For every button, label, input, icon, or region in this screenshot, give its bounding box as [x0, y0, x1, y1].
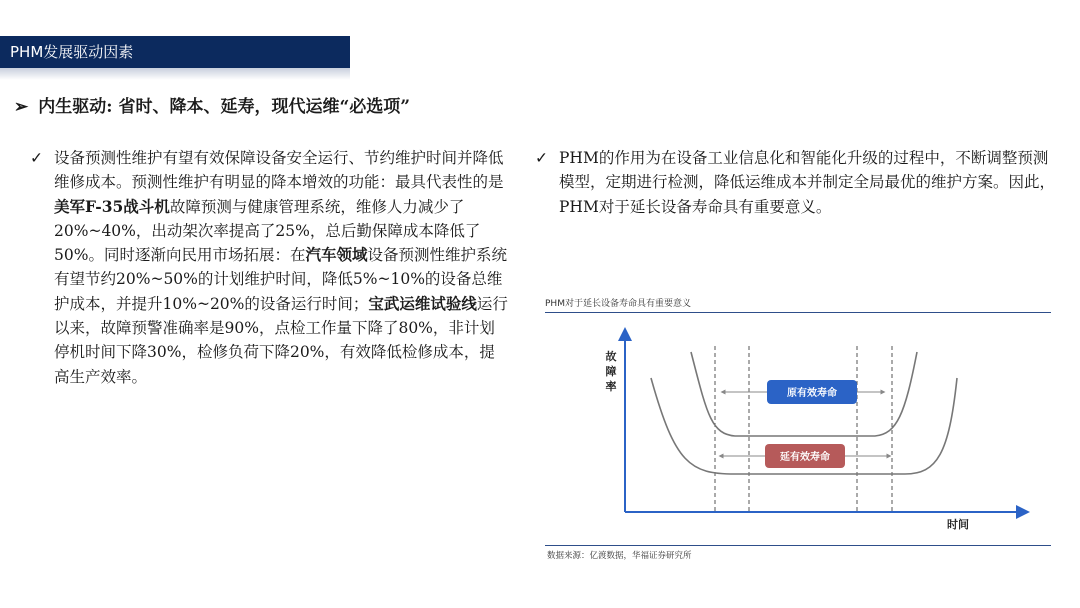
highlight-text: 汽车领域 [305, 245, 368, 265]
figure-top-rule [545, 312, 1051, 313]
left-column [30, 146, 510, 389]
left-paragraph [54, 146, 510, 389]
right-column [535, 146, 1060, 219]
header-shadow [0, 68, 350, 80]
y-axis-label: 故障率 [605, 350, 617, 393]
highlight-text: 宝武运维试验线 [368, 293, 477, 313]
right-paragraph: PHM的作用为在设备工业信息化和智能化升级的过程中，不断调整预测模型，定期进行检测，降低运维成本并制定全局最优的维护方案。因此，PHM对于延长设备寿命具有重要意义。 [559, 149, 1056, 216]
checkmark-icon: ✓ [30, 149, 43, 167]
highlight-text: 美军F-35战斗机 [54, 196, 170, 216]
checkmark-icon: ✓ [535, 149, 548, 167]
main-bullet [14, 92, 410, 117]
extended-lifetime-label: 延有效寿命 [780, 452, 830, 463]
arrow-bullet-icon: ➢ [14, 97, 29, 117]
figure-title: PHM对于延长设备寿命具有重要意义 [545, 299, 691, 309]
paragraph-text: 设备预测性维护系统有望节约20%~50%的计划维护时间，降低5%~10%的设备总维护成本，并提升10%~20%的设备运行时间； [54, 246, 507, 313]
original-lifetime-label: 原有效寿命 [787, 388, 837, 399]
paragraph-text: 设备预测性维护有望有效保障设备安全运行、节约维护时间并降低维修成本。预测性维护有明显的降本增效的功能：最具代表性的是 [54, 149, 504, 192]
bathtub-diagram [545, 314, 1051, 542]
lifecycle-figure [545, 296, 1051, 566]
paragraph-text: 故障预测与健康管理系统，维修人力减少了20%~40%，出动架次率提高了25%，总后勤保障成本降低了50%。同时逐渐向民用市场拓展：在 [54, 197, 481, 265]
section-header [0, 36, 350, 68]
x-axis-label: 时间 [947, 518, 969, 531]
paragraph-text: 运行以来，故障预警准确率是90%，点检工作量下降了80%，非计划停机时间下降30%，检修负荷下降20%，有效降低检修成本，提高生产效率。 [54, 294, 508, 386]
figure-bottom-rule [545, 545, 1051, 546]
main-bullet-text: 内生驱动: 省时、降本、延寿，现代运维“必选项” [38, 97, 410, 117]
section-title: PHM发展驱动因素 [10, 43, 134, 61]
figure-source: 数据来源：亿渡数据，华福证券研究所 [547, 551, 692, 561]
